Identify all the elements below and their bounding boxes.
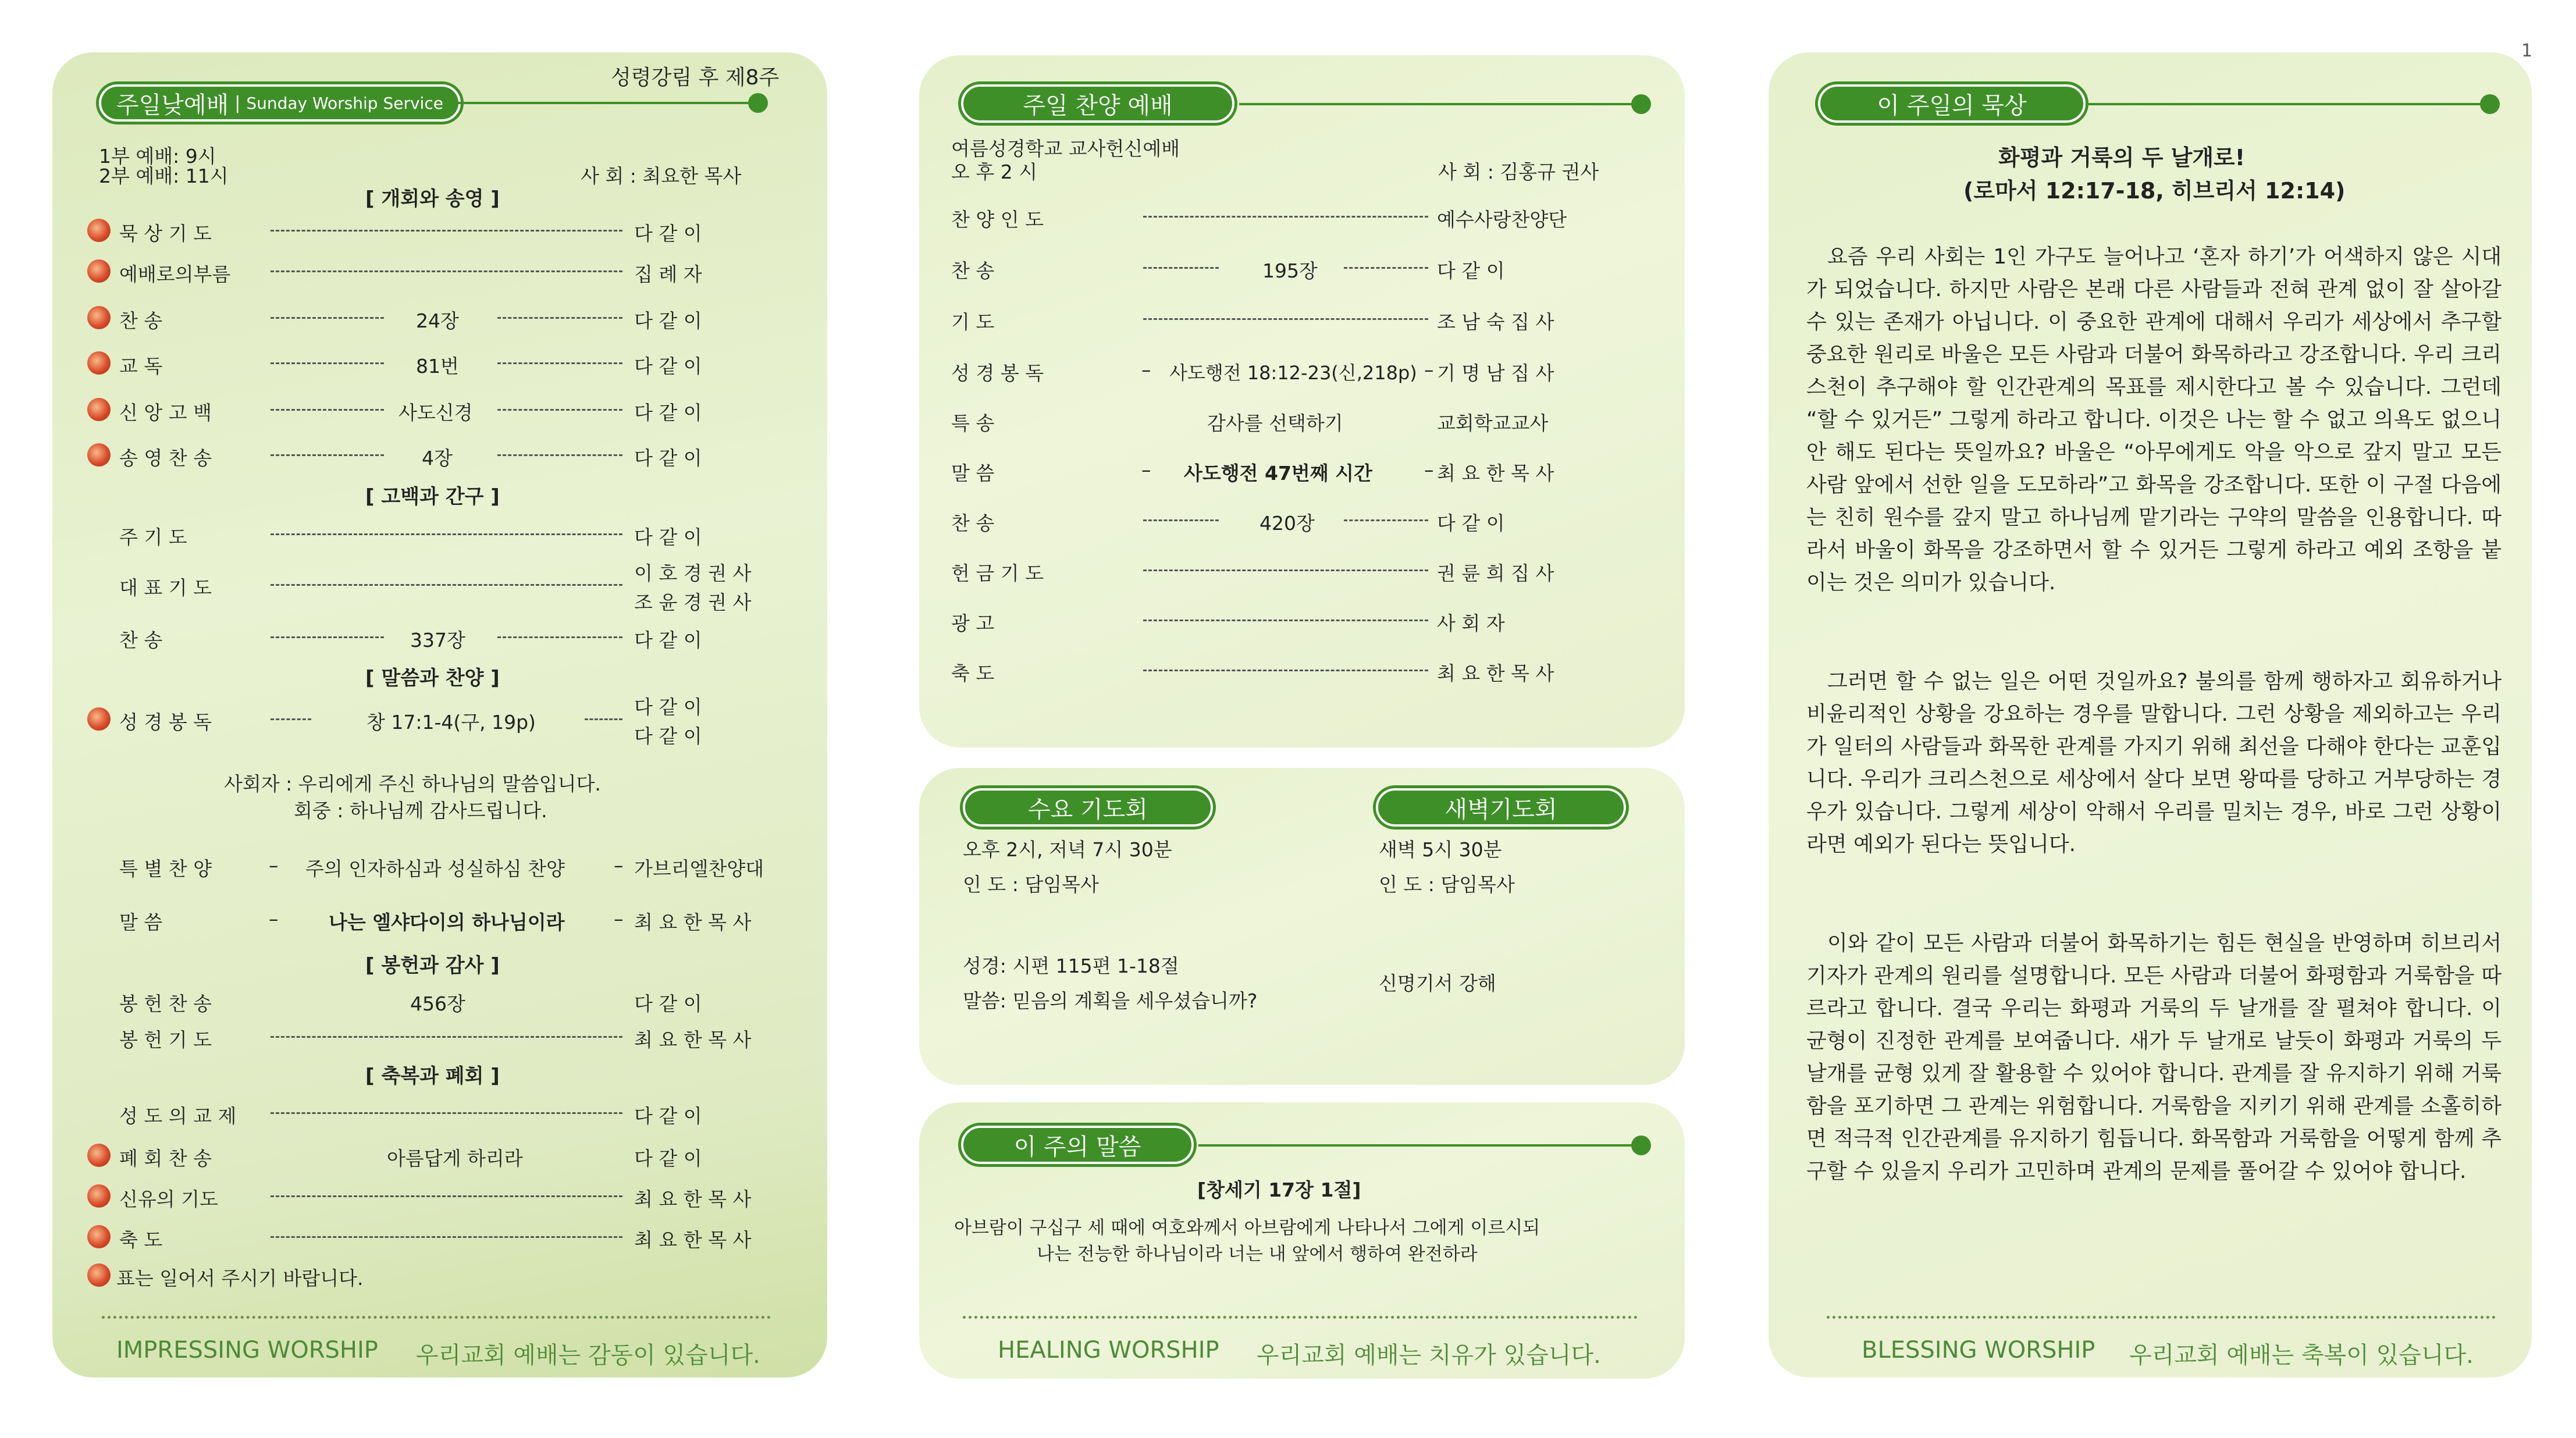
header-dot	[1631, 1136, 1651, 1155]
footer-divider	[1827, 1316, 2496, 1319]
header-dot	[2480, 94, 2500, 114]
standing-bullet	[87, 1263, 111, 1287]
footer-divider	[102, 1316, 771, 1319]
row-label: 특 별 찬 양	[119, 857, 212, 880]
leader-dashes	[271, 317, 384, 319]
footer-english: IMPRESSING WORSHIP	[116, 1337, 378, 1364]
leader-dashes	[1143, 569, 1428, 571]
leader-dashes	[271, 1236, 622, 1238]
row-person: 가브리엘찬양대	[634, 857, 764, 880]
row-label: 찬 송	[951, 259, 995, 282]
sunday-worship-badge	[99, 84, 461, 122]
badge-divider: |	[234, 92, 241, 113]
row-person-2: 조 윤 경 권 사	[634, 591, 752, 614]
row-dash: –	[1424, 458, 1434, 481]
praise-subtitle: 여름성경학교 교사헌신예배	[951, 137, 1180, 160]
standing-bullet	[87, 1225, 111, 1248]
row-item: 창 17:1-4(구, 19p)	[367, 711, 536, 734]
row-label: 찬 송	[119, 309, 163, 332]
footer-divider	[963, 1316, 1638, 1319]
leader-dashes	[1344, 519, 1428, 521]
row-label: 찬 송	[951, 512, 995, 535]
wednesday-leader: 인 도 : 담임목사	[963, 873, 1099, 896]
service-time-2: 2부 예배: 11시	[99, 165, 229, 187]
row-dash: –	[269, 907, 279, 930]
row-person: 다 같 이	[634, 309, 702, 332]
row-person: 최 요 한 목 사	[634, 1229, 752, 1251]
row-label: 신 앙 고 백	[119, 401, 212, 424]
praise-time: 오 후 2 시	[951, 161, 1038, 183]
section-word: [ 말씀과 찬양 ]	[365, 667, 500, 690]
row-label: 봉 헌 찬 송	[119, 992, 212, 1015]
row-label: 폐 회 찬 송	[119, 1147, 212, 1170]
row-label: 송 영 찬 송	[119, 447, 212, 469]
row-person: 다 같 이	[634, 1147, 702, 1170]
row-item: 사도행전 18:12-23(신,218p)	[1169, 362, 1417, 384]
leader-dashes	[271, 533, 622, 535]
header-line	[1198, 1144, 1646, 1147]
wednesday-sermon: 말씀: 믿음의 계획을 세우셨습니까?	[963, 989, 1258, 1012]
row-label: 특 송	[951, 412, 995, 435]
row-person: 예수사랑찬양단	[1437, 208, 1567, 231]
row-item: 337장	[410, 629, 465, 652]
leader-dashes	[271, 230, 622, 232]
standing-bullet	[87, 398, 111, 421]
row-item: 420장	[1259, 512, 1315, 535]
row-person: 다 같 이	[634, 401, 702, 424]
row-item: 나는 엘샤다이의 하나님이라	[329, 911, 565, 934]
standing-bullet	[87, 259, 111, 283]
standing-bullet	[87, 306, 111, 329]
row-person: 기 명 남 집 사	[1437, 362, 1554, 385]
meditation-scripture: (로마서 12:17-18, 히브리서 12:14)	[1963, 178, 2346, 204]
row-label: 말 씀	[119, 911, 163, 934]
row-label: 성 경 봉 독	[951, 362, 1044, 385]
praise-leader: 사 회 : 김홍규 권사	[1438, 161, 1599, 183]
footer-english: BLESSING WORSHIP	[1862, 1337, 2095, 1364]
row-person: 최 요 한 목 사	[634, 1028, 752, 1051]
row-label: 찬 송	[119, 629, 163, 652]
row-label: 교 독	[119, 355, 163, 378]
row-dash: –	[1141, 458, 1151, 481]
row-dash: –	[614, 907, 624, 930]
row-item: 195장	[1262, 259, 1318, 282]
row-item: 아름답게 하리라	[387, 1147, 523, 1170]
leader-dashes	[271, 362, 384, 364]
section-confession: [ 고백과 간구 ]	[365, 485, 500, 508]
leader-dashes	[271, 584, 622, 586]
dawn-prayer-badge: 새벽기도회	[1376, 788, 1626, 827]
row-person: 최 요 한 목 사	[1437, 462, 1554, 485]
row-person: 다 같 이	[1437, 512, 1505, 535]
row-item: 456장	[410, 992, 465, 1015]
row-person: 교회학교교사	[1437, 412, 1549, 435]
standing-bullet	[87, 707, 111, 731]
service-time-1: 1부 예배: 9시	[99, 145, 216, 168]
standing-bullet	[87, 1184, 111, 1208]
row-dash: –	[1424, 358, 1434, 381]
meditation-paragraph-2: 그러면 할 수 없는 일은 어떤 것일까요? 불의를 함께 행하자고 회유하거나 비윤리적인 상황을 강요하는 경우를 말합니다. 그런 상황을 제외하고는 우리가 일터의 사람들과 화목한 관계를 가지기 위해 최선을 다해야 한다는 교훈입니다. 우리가 크리스천으로 세상에서 살다 보면 왕따를 당하고 거부당하는 경우가 있습니다. 그렇게 세상이 악해서 우리를 밀치는 경우, 바로 그런 상황이라면 예외가 된다는 뜻입니다.	[1806, 670, 2502, 856]
row-person: 다 같 이	[1437, 259, 1505, 282]
leader-dashes	[1344, 267, 1428, 269]
header-line	[1239, 103, 1646, 105]
meditation-paragraph-3: 이와 같이 모든 사람과 더불어 화목하기는 힘든 현실을 반영하며 히브리서 기자가 관계의 원리를 설명합니다. 모든 사람과 더불어 화평함과 거룩함을 따르라고 합니다. 결국 우리는 화평과 거룩의 두 날개를 잘 펼쳐야 합니다. 이 균형이 진정한 관계를 보여줍니다. 새가 두 날개로 날듯이 화평과 거룩의 두 날개를 균형 있게 잘 활용할 수 있어야 합니다. 관계를 잘 유지하기 위해 거룩함을 포기하면 그 관계는 위험합니다. 거룩함을 지키기 위해 관계를 소홀히하면 적극적 인간관계를 유지하기 힘듭니다. 화목함과 거룩함을 어떻게 함께 추구할 수 있을지 우리가 고민하며 관계의 문제를 풀어갈 수 있어야 합니다.	[1806, 931, 2502, 1183]
row-label: 성 경 봉 독	[119, 711, 212, 734]
row-dash: –	[1141, 358, 1151, 381]
meditation-paragraph-1: 요즘 우리 사회는 1인 가구도 늘어나고 ‘혼자 하기’가 어색하지 않은 시대가 되었습니다. 하지만 사람은 본래 다른 사람들과 전혀 관계 없이 잘 살아갈 수 있는 존재가 아닙니다. 이 중요한 관계에 대해서 우리가 세상에서 추구할 중요한 원리로 바울은 모든 사람과 더불어 화목하라고 강조합니다. 우리 크리스천이 추구해야 할 인간관계의 목표를 제시한다고 볼 수 있습니다. 그런데 “할 수 있거든” 그렇게 하라고 합니다. 이것은 나는 할 수 없고 의욕도 없으니 안 해도 된다는 뜻일까요? 바울은 “아무에게도 악을 악으로 갚지 말고 모든 사람 앞에서 선한 일을 도모하라”고 화목을 강조합니다. 또한 이 구절 다음에는 친히 원수를 갚지 말고 하나님께 맡기라는 구약의 말씀을 인용합니다. 따라서 바울이 화목을 강조하면서 할 수 있거든 그렇게 하라고 예외 조항을 붙이는 것은 의미가 있습니다.	[1806, 245, 2502, 595]
header-dot	[748, 93, 768, 113]
leader-dashes	[271, 636, 384, 638]
row-person: 다 같 이	[634, 992, 702, 1015]
leader-dashes	[585, 718, 622, 720]
row-person: 사 회 자	[1437, 612, 1505, 635]
verse-reference: [창세기 17장 1절]	[1197, 1179, 1361, 1201]
row-label: 신유의 기도	[119, 1188, 218, 1211]
row-person: 다 같 이	[634, 1105, 702, 1127]
section-offering: [ 봉헌과 감사 ]	[365, 954, 500, 977]
wednesday-scripture: 성경: 시편 115편 1-18절	[963, 955, 1179, 977]
leader-dashes	[497, 362, 622, 364]
row-label: 예배로의부름	[119, 263, 231, 286]
leader-dashes	[271, 409, 384, 411]
meditation-badge: 이 주일의 묵상	[1818, 84, 2086, 123]
standing-bullet	[87, 1144, 111, 1167]
row-label: 찬 양 인 도	[951, 208, 1044, 231]
praise-worship-badge: 주일 찬양 예배	[961, 84, 1234, 123]
row-label: 봉 헌 기 도	[119, 1028, 212, 1051]
row-person: 집 례 자	[634, 263, 702, 286]
section-closing: [ 축복과 폐회 ]	[365, 1065, 500, 1088]
row-dash: –	[269, 854, 279, 877]
row-label: 광 고	[951, 612, 995, 635]
leader-dashes	[271, 454, 384, 456]
row-label: 성 도 의 교 제	[119, 1105, 237, 1127]
dawn-leader: 인 도 : 담임목사	[1379, 873, 1515, 896]
badge-korean: 주일낮예배	[116, 91, 229, 119]
row-item: 24장	[416, 309, 459, 332]
wednesday-time: 오후 2시, 저녁 7시 30분	[963, 838, 1172, 861]
meditation-title: 화평과 거룩의 두 날개로!	[1998, 145, 2246, 170]
weekly-verse-badge: 이 주의 말씀	[961, 1126, 1194, 1164]
leader-dashes	[1143, 620, 1428, 621]
leader-dashes	[271, 1036, 622, 1038]
dawn-topic: 신명기서 강해	[1379, 972, 1496, 995]
leader-dashes	[497, 636, 622, 638]
footer-korean: 우리교회 예배는 감동이 있습니다.	[416, 1342, 760, 1369]
dawn-time: 새벽 5시 30분	[1379, 838, 1502, 861]
footer-korean: 우리교회 예배는 치유가 있습니다.	[1257, 1342, 1601, 1369]
row-label: 말 씀	[951, 462, 995, 485]
page-number: 1	[2521, 41, 2533, 61]
row-person: 조 남 숙 집 사	[1437, 311, 1554, 333]
standing-note: 표는 일어서 주시기 바랍니다.	[116, 1267, 364, 1290]
row-item: 감사를 선택하기	[1207, 412, 1343, 435]
badge-english: Sunday Worship Service	[246, 93, 443, 113]
row-label: 묵 상 기 도	[119, 222, 212, 245]
leader-dashes	[497, 317, 622, 319]
row-label: 주 기 도	[119, 526, 187, 549]
leader-dashes	[1143, 670, 1428, 671]
row-label: 기 도	[951, 311, 995, 333]
response-congregation: 회중 : 하나님께 감사드립니다.	[294, 799, 547, 822]
row-person: 최 요 한 목 사	[634, 1188, 752, 1211]
row-item: 4장	[422, 447, 453, 469]
row-person: 최 요 한 목 사	[634, 911, 752, 934]
leader-dashes	[1143, 519, 1219, 521]
footer-english: HEALING WORSHIP	[998, 1337, 1219, 1364]
standing-bullet	[87, 351, 111, 375]
verse-line-2: 나는 전능한 하나님이라 너는 내 앞에서 행하여 완전하라	[1037, 1244, 1478, 1265]
row-person: 다 같 이	[634, 629, 702, 652]
leader-dashes	[1143, 216, 1428, 218]
row-person: 권 륜 희 집 사	[1437, 562, 1554, 585]
leader-dashes	[271, 718, 311, 720]
liturgical-season: 성령강림 후 제8주	[611, 66, 780, 90]
leader-dashes	[497, 454, 622, 456]
row-person: 다 같 이	[634, 696, 702, 718]
response-leader: 사회자 : 우리에게 주신 하나님의 말씀입니다.	[224, 773, 601, 795]
row-label: 헌 금 기 도	[951, 562, 1044, 585]
leader-dashes	[271, 1195, 622, 1197]
row-person: 이 호 경 권 사	[634, 562, 752, 585]
section-opening: [ 개회와 송영 ]	[365, 187, 500, 211]
row-label: 축 도	[119, 1229, 163, 1251]
standing-bullet	[87, 443, 111, 467]
row-person: 다 같 이	[634, 447, 702, 469]
row-label: 축 도	[951, 662, 995, 685]
leader-dashes	[271, 1112, 622, 1114]
row-item: 주의 인자하심과 성실하심 찬양	[305, 857, 565, 880]
leader-dashes	[1143, 318, 1428, 320]
row-person: 최 요 한 목 사	[1437, 662, 1554, 685]
row-person: 다 같 이	[634, 355, 702, 378]
row-person: 다 같 이	[634, 222, 702, 245]
footer-korean: 우리교회 예배는 축복이 있습니다.	[2129, 1342, 2474, 1369]
row-person-2: 다 같 이	[634, 725, 702, 748]
header-dot	[1631, 94, 1651, 114]
verse-line-1: 아브람이 구십구 세 때에 여호와께서 아브람에게 나타나서 그에게 이르시되	[954, 1218, 1540, 1238]
row-item: 사도행전 47번째 시간	[1184, 462, 1372, 485]
header-line	[448, 102, 756, 104]
leader-dashes	[497, 409, 622, 411]
row-item: 81번	[416, 355, 459, 378]
row-person: 다 같 이	[634, 526, 702, 549]
header-line	[2088, 103, 2496, 105]
service-leader: 사 회 : 최요한 목사	[581, 165, 742, 187]
standing-bullet	[87, 219, 111, 242]
leader-dashes	[1143, 267, 1219, 269]
row-label: 대 표 기 도	[119, 576, 212, 599]
wednesday-prayer-badge: 수요 기도회	[963, 788, 1213, 827]
row-dash: –	[614, 854, 624, 877]
row-item: 사도신경	[399, 401, 473, 424]
leader-dashes	[271, 270, 622, 272]
